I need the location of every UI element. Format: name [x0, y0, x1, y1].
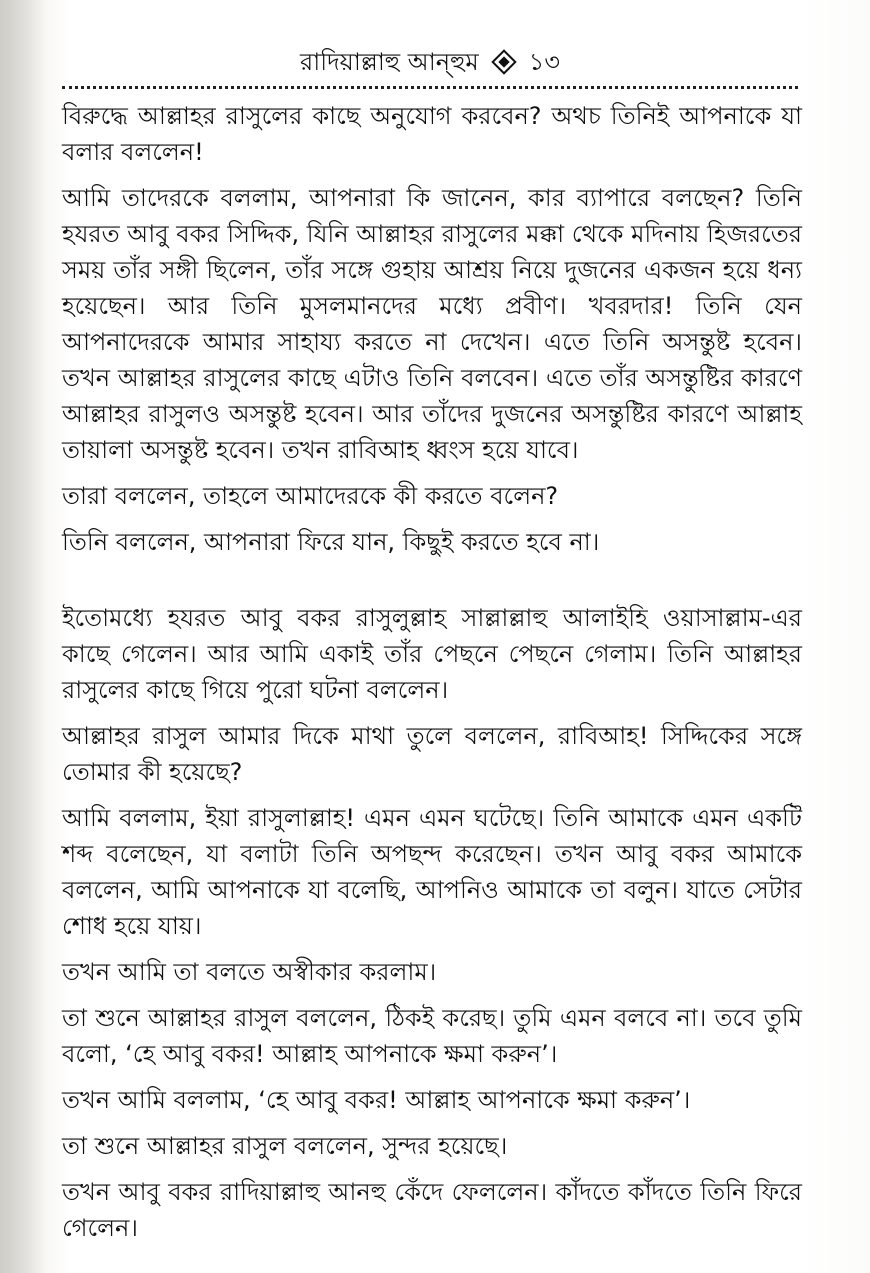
body-text [62, 98, 802, 1256]
running-header [62, 46, 798, 86]
header-line [300, 46, 560, 78]
binding-shadow [0, 0, 46, 1273]
paragraph: আমি তাদেরকে বললাম, আপনারা কি জানেন, কার ব্যাপারে বলছেন? তিনি হযরত আবু বকর সিদ্দিক, যিনি আল্লাহর রাসুলের মক্কা থেকে মদিনায় হিজরতের সময় তাঁর সঙ্গী ছিলেন, তাঁর সঙ্গে গুহায় আশ্রয় নিয়ে দুজনের একজন হয়ে ধন্য হয়েছেন। আর তিনি মুসলমানদের মধ্যে প্রবীণ। খবরদার! তিনি যেন আপনাদেরকে আমার সাহায্য করতে না দেখেন। এতে তিনি অসন্তুষ্ট হবেন। তখন আল্লাহর রাসুলের কাছে এটাও তিনি বলবেন। এতে তাঁর অসন্তুষ্টির কারণে আল্লাহর রাসুলও অসন্তুষ্ট হবেন। আর তাঁদের দুজনের অসন্তুষ্টির কারণে আল্লাহ তায়ালা অসন্তুষ্ট হবেন। তখন রাবিআহ ধ্বংস হয়ে যাবে। [62, 184, 802, 464]
diamond-ornament-icon [491, 49, 516, 74]
paragraph: ইতোমধ্যে হযরত আবু বকর রাসুলুল্লাহ সাল্লাল্লাহু আলাইহি ওয়াসাল্লাম-এর কাছে গেলেন। আর আমি একাই তাঁর পেছনে পেছনে গেলাম। তিনি আল্লাহর রাসুলের কাছে গিয়ে পুরো ঘটনা বললেন। [62, 604, 802, 704]
paragraph: তখন আমি বললাম, ‘হে আবু বকর! আল্লাহ আপনাকে ক্ষমা করুন’। [62, 1086, 691, 1114]
paragraph: বিরুদ্ধে আল্লাহর রাসুলের কাছে অনুযোগ করবেন? অথচ তিনিই আপনাকে যা বলার বললেন! [62, 102, 802, 166]
paragraph: তা শুনে আল্লাহর রাসুল বললেন, ঠিকই করেছ। তুমি এমন বলবে না। তবে তুমি বলো, ‘হে আবু বকর! আল্লাহ আপনাকে ক্ষমা করুন’। [62, 1004, 802, 1068]
paragraph: তিনি বললেন, আপনারা ফিরে যান, কিছুই করতে হবে না। [62, 528, 600, 556]
header-divider [62, 86, 798, 89]
paragraph: তারা বললেন, তাহলে আমাদেরকে কী করতে বলেন? [62, 482, 559, 510]
paragraph: তা শুনে আল্লাহর রাসুল বললেন, সুন্দর হয়েছে। [62, 1132, 508, 1160]
paragraph: আল্লাহর রাসুল আমার দিকে মাথা তুলে বললেন, রাবিআহ! সিদ্দিকের সঙ্গে তোমার কী হয়েছে? [62, 722, 802, 786]
paragraph: তখন আমি তা বলতে অস্বীকার করলাম। [62, 958, 437, 986]
paragraph: আমি বললাম, ইয়া রাসুলাল্লাহ! এমন এমন ঘটেছে। তিনি আমাকে এমন একটি শব্দ বলেছেন, যা বলাটা তিনি অপছন্দ করেছেন। তখন আবু বকর আমাকে বললেন, আমি আপনাকে যা বলেছি, আপনিও আমাকে তা বলুন। যাতে সেটার শোধ হয়ে যায়। [62, 804, 802, 940]
header-title: রাদিয়াল্লাহু আন্হুম [300, 48, 479, 76]
page-number: ১৩ [528, 48, 560, 76]
paragraph: তখন আবু বকর রাদিয়াল্লাহু আনহু কেঁদে ফেললেন। কাঁদতে কাঁদতে তিনি ফিরে গেলেন। [62, 1178, 802, 1242]
